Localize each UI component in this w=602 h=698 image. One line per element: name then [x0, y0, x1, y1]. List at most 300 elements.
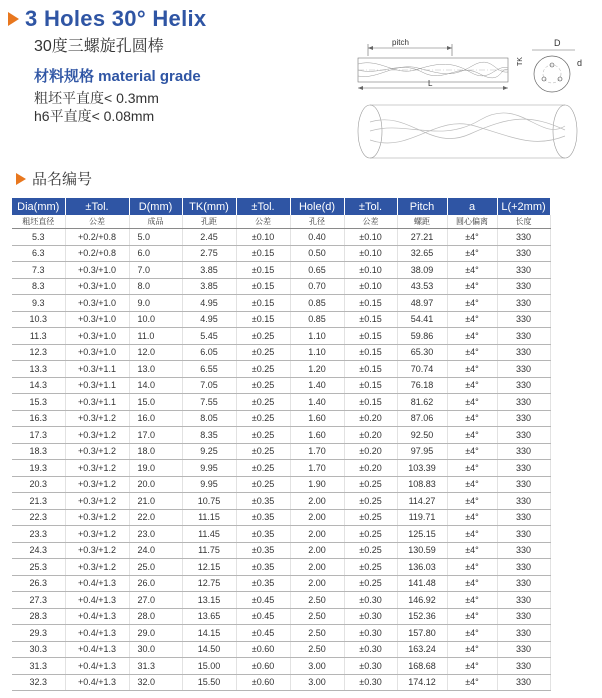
header-pitch: Pitch	[397, 198, 447, 215]
cell-pitch: 92.50	[397, 427, 447, 444]
cell-pitch: 119.71	[397, 509, 447, 526]
cell-pitch: 152.36	[397, 608, 447, 625]
cell-a: ±4°	[447, 608, 497, 625]
cell-a: ±4°	[447, 443, 497, 460]
cell-length: 330	[497, 427, 550, 444]
cell-pitch: 168.68	[397, 658, 447, 675]
cell-hole-tol: ±0.20	[344, 427, 397, 444]
cell-length: 330	[497, 509, 550, 526]
cell-length: 330	[497, 278, 550, 295]
cell-dia-tol: +0.4/+1.3	[65, 641, 129, 658]
cell-hole: 1.60	[290, 427, 344, 444]
cell-d: 18.0	[129, 443, 182, 460]
cell-pitch: 87.06	[397, 410, 447, 427]
cell-dia-tol: +0.3/+1.1	[65, 394, 129, 411]
cell-dia-tol: +0.3/+1.0	[65, 328, 129, 345]
cell-hole-tol: ±0.25	[344, 493, 397, 510]
cell-dia: 19.3	[12, 460, 65, 477]
table-row	[12, 460, 550, 477]
cell-tk: 10.75	[182, 493, 236, 510]
cell-tk: 14.50	[182, 641, 236, 658]
cell-d: 23.0	[129, 526, 182, 543]
cell-hole-tol: ±0.15	[344, 311, 397, 328]
cell-dia-tol: +0.3/+1.2	[65, 526, 129, 543]
cell-tk: 7.05	[182, 377, 236, 394]
cell-tk-tol: ±0.25	[236, 394, 290, 411]
cell-length: 330	[497, 262, 550, 279]
cell-pitch: 136.03	[397, 559, 447, 576]
cell-tk: 2.45	[182, 229, 236, 246]
cell-tk-tol: ±0.45	[236, 608, 290, 625]
cell-pitch: 157.80	[397, 625, 447, 642]
cell-dia-tol: +0.3/+1.2	[65, 460, 129, 477]
cell-length: 330	[497, 245, 550, 262]
cell-tk-tol: ±0.35	[236, 526, 290, 543]
cell-hole-tol: ±0.20	[344, 460, 397, 477]
cell-pitch: 54.41	[397, 311, 447, 328]
cell-a: ±4°	[447, 229, 497, 246]
cell-a: ±4°	[447, 460, 497, 477]
cell-a: ±4°	[447, 361, 497, 378]
cell-a: ±4°	[447, 278, 497, 295]
cell-hole: 1.90	[290, 476, 344, 493]
cell-hole: 0.70	[290, 278, 344, 295]
table-row	[12, 443, 550, 460]
cell-tk: 7.55	[182, 394, 236, 411]
cell-tk-tol: ±0.25	[236, 410, 290, 427]
cell-hole-tol: ±0.25	[344, 559, 397, 576]
table-row	[12, 262, 550, 279]
cell-tk-tol: ±0.35	[236, 575, 290, 592]
cell-hole-tol: ±0.10	[344, 278, 397, 295]
cell-pitch: 141.48	[397, 575, 447, 592]
cell-a: ±4°	[447, 476, 497, 493]
cell-length: 330	[497, 295, 550, 312]
cell-dia-tol: +0.2/+0.8	[65, 229, 129, 246]
table-row	[12, 311, 550, 328]
table-row	[12, 542, 550, 559]
cell-tk: 11.45	[182, 526, 236, 543]
cell-a: ±4°	[447, 559, 497, 576]
cell-tk: 12.75	[182, 575, 236, 592]
diameter-label: D	[554, 38, 561, 48]
cell-a: ±4°	[447, 575, 497, 592]
subheader-tk-tol: 公差	[236, 215, 290, 229]
cell-d: 12.0	[129, 344, 182, 361]
cell-tk-tol: ±0.35	[236, 542, 290, 559]
table-row	[12, 526, 550, 543]
header-d: D(mm)	[129, 198, 182, 215]
cell-pitch: 59.86	[397, 328, 447, 345]
cell-hole: 2.00	[290, 509, 344, 526]
cell-length: 330	[497, 328, 550, 345]
cell-length: 330	[497, 526, 550, 543]
header-hole-tol: ±Tol.	[344, 198, 397, 215]
cell-tk: 12.15	[182, 559, 236, 576]
cell-dia-tol: +0.4/+1.3	[65, 625, 129, 642]
cell-dia-tol: +0.3/+1.2	[65, 476, 129, 493]
cell-a: ±4°	[447, 295, 497, 312]
cell-a: ±4°	[447, 344, 497, 361]
cell-length: 330	[497, 674, 550, 691]
cell-hole-tol: ±0.10	[344, 262, 397, 279]
cell-d: 9.0	[129, 295, 182, 312]
cell-d: 27.0	[129, 592, 182, 609]
table-row	[12, 608, 550, 625]
cell-d: 31.3	[129, 658, 182, 675]
cell-d: 17.0	[129, 427, 182, 444]
cell-dia-tol: +0.3/+1.0	[65, 344, 129, 361]
cell-dia: 10.3	[12, 311, 65, 328]
cell-pitch: 174.12	[397, 674, 447, 691]
cell-d: 26.0	[129, 575, 182, 592]
table-row	[12, 229, 550, 246]
cell-tk-tol: ±0.25	[236, 460, 290, 477]
cell-dia: 18.3	[12, 443, 65, 460]
cell-length: 330	[497, 575, 550, 592]
section-heading	[16, 168, 92, 189]
cell-dia: 23.3	[12, 526, 65, 543]
cell-dia: 21.3	[12, 493, 65, 510]
cell-dia: 28.3	[12, 608, 65, 625]
cell-dia-tol: +0.4/+1.3	[65, 674, 129, 691]
header-hole: Hole(d)	[290, 198, 344, 215]
cell-hole-tol: ±0.15	[344, 344, 397, 361]
cell-pitch: 76.18	[397, 377, 447, 394]
cell-hole: 1.20	[290, 361, 344, 378]
cell-tk: 2.75	[182, 245, 236, 262]
table-row	[12, 427, 550, 444]
cell-tk: 9.95	[182, 460, 236, 477]
table-subheader-row	[12, 215, 550, 229]
cell-pitch: 81.62	[397, 394, 447, 411]
cell-tk: 15.00	[182, 658, 236, 675]
cell-a: ±4°	[447, 592, 497, 609]
cell-a: ±4°	[447, 509, 497, 526]
cell-hole: 0.85	[290, 295, 344, 312]
cell-tk: 6.55	[182, 361, 236, 378]
cell-hole-tol: ±0.25	[344, 476, 397, 493]
cell-d: 10.0	[129, 311, 182, 328]
table-row	[12, 377, 550, 394]
cell-hole-tol: ±0.25	[344, 509, 397, 526]
cell-dia: 17.3	[12, 427, 65, 444]
cell-tk-tol: ±0.15	[236, 311, 290, 328]
cell-d: 7.0	[129, 262, 182, 279]
subheader-tk: 孔距	[182, 215, 236, 229]
cell-a: ±4°	[447, 526, 497, 543]
page-title: 3 Holes 30° Helix	[25, 6, 207, 31]
cell-hole-tol: ±0.25	[344, 542, 397, 559]
cell-tk: 3.85	[182, 262, 236, 279]
cell-dia: 14.3	[12, 377, 65, 394]
cell-length: 330	[497, 344, 550, 361]
cell-d: 25.0	[129, 559, 182, 576]
cell-length: 330	[497, 625, 550, 642]
cell-tk-tol: ±0.25	[236, 328, 290, 345]
cell-dia-tol: +0.3/+1.2	[65, 509, 129, 526]
cell-tk-tol: ±0.25	[236, 377, 290, 394]
cell-d: 28.0	[129, 608, 182, 625]
length-label: L	[428, 79, 433, 88]
cell-pitch: 48.97	[397, 295, 447, 312]
cell-hole-tol: ±0.20	[344, 410, 397, 427]
table-row	[12, 592, 550, 609]
cell-dia: 26.3	[12, 575, 65, 592]
cell-tk-tol: ±0.25	[236, 361, 290, 378]
header-tk: TK(mm)	[182, 198, 236, 215]
cell-dia: 16.3	[12, 410, 65, 427]
cell-dia: 15.3	[12, 394, 65, 411]
cell-hole-tol: ±0.10	[344, 245, 397, 262]
spec-line-rough: 粗坯平直度< 0.3mm	[34, 90, 159, 106]
section-label: 品名编号	[32, 171, 93, 188]
cell-pitch: 125.15	[397, 526, 447, 543]
cell-hole-tol: ±0.15	[344, 328, 397, 345]
cell-dia-tol: +0.3/+1.0	[65, 295, 129, 312]
subheader-dia-tol: 公差	[65, 215, 129, 229]
cell-hole: 2.50	[290, 641, 344, 658]
cell-hole: 1.70	[290, 460, 344, 477]
cell-dia: 27.3	[12, 592, 65, 609]
cell-a: ±4°	[447, 311, 497, 328]
subheader-hole: 孔径	[290, 215, 344, 229]
cell-pitch: 130.59	[397, 542, 447, 559]
cell-tk: 13.15	[182, 592, 236, 609]
cell-hole: 3.00	[290, 658, 344, 675]
cell-a: ±4°	[447, 262, 497, 279]
cell-length: 330	[497, 460, 550, 477]
cell-d: 29.0	[129, 625, 182, 642]
cell-a: ±4°	[447, 542, 497, 559]
cell-hole: 0.50	[290, 245, 344, 262]
cell-length: 330	[497, 410, 550, 427]
cell-hole: 2.00	[290, 575, 344, 592]
table-row	[12, 641, 550, 658]
cell-hole: 0.85	[290, 311, 344, 328]
cell-tk-tol: ±0.25	[236, 344, 290, 361]
cell-d: 5.0	[129, 229, 182, 246]
table-row	[12, 394, 550, 411]
cell-hole: 3.00	[290, 674, 344, 691]
cell-hole-tol: ±0.30	[344, 625, 397, 642]
cell-pitch: 43.53	[397, 278, 447, 295]
cell-length: 330	[497, 559, 550, 576]
table-row	[12, 658, 550, 675]
cell-a: ±4°	[447, 427, 497, 444]
cell-hole: 1.60	[290, 410, 344, 427]
subheader-d: 成品	[129, 215, 182, 229]
cell-pitch: 163.24	[397, 641, 447, 658]
cell-tk-tol: ±0.35	[236, 559, 290, 576]
tk-label: TK	[517, 57, 524, 66]
cell-tk: 13.65	[182, 608, 236, 625]
cell-hole-tol: ±0.30	[344, 592, 397, 609]
page-subtitle: 30度三螺旋孔圆棒	[34, 38, 164, 55]
cell-a: ±4°	[447, 641, 497, 658]
cell-hole: 1.10	[290, 328, 344, 345]
cell-hole: 0.40	[290, 229, 344, 246]
cell-length: 330	[497, 311, 550, 328]
helix-rod-drawing	[340, 30, 590, 165]
cell-d: 30.0	[129, 641, 182, 658]
cell-hole-tol: ±0.15	[344, 394, 397, 411]
cell-d: 21.0	[129, 493, 182, 510]
cell-dia: 7.3	[12, 262, 65, 279]
header-dia: Dia(mm)	[12, 198, 65, 215]
cell-tk-tol: ±0.10	[236, 229, 290, 246]
cell-dia: 8.3	[12, 278, 65, 295]
cell-hole: 2.00	[290, 559, 344, 576]
cell-length: 330	[497, 229, 550, 246]
cell-pitch: 32.65	[397, 245, 447, 262]
header-a: a	[447, 198, 497, 215]
cell-tk-tol: ±0.25	[236, 476, 290, 493]
cell-tk-tol: ±0.35	[236, 509, 290, 526]
cell-dia-tol: +0.3/+1.1	[65, 361, 129, 378]
cell-tk-tol: ±0.45	[236, 625, 290, 642]
header-dia-tol: ±Tol.	[65, 198, 129, 215]
header-length: L(+2mm)	[497, 198, 550, 215]
cell-length: 330	[497, 443, 550, 460]
cell-a: ±4°	[447, 625, 497, 642]
cell-tk: 11.75	[182, 542, 236, 559]
cell-dia: 25.3	[12, 559, 65, 576]
cell-dia: 31.3	[12, 658, 65, 675]
cell-a: ±4°	[447, 674, 497, 691]
cell-tk: 9.95	[182, 476, 236, 493]
table-header-row	[12, 198, 550, 215]
cell-a: ±4°	[447, 245, 497, 262]
cell-hole-tol: ±0.20	[344, 443, 397, 460]
cell-dia-tol: +0.3/+1.2	[65, 427, 129, 444]
subheader-pitch: 螺距	[397, 215, 447, 229]
triangle-marker-icon	[8, 12, 19, 26]
cell-tk-tol: ±0.35	[236, 493, 290, 510]
cell-pitch: 103.39	[397, 460, 447, 477]
cell-d: 15.0	[129, 394, 182, 411]
table-row	[12, 344, 550, 361]
cell-hole-tol: ±0.25	[344, 526, 397, 543]
cell-tk: 8.35	[182, 427, 236, 444]
cell-tk-tol: ±0.15	[236, 262, 290, 279]
cell-hole-tol: ±0.30	[344, 658, 397, 675]
cell-a: ±4°	[447, 328, 497, 345]
cell-dia: 5.3	[12, 229, 65, 246]
cell-dia-tol: +0.4/+1.3	[65, 658, 129, 675]
cell-tk-tol: ±0.15	[236, 245, 290, 262]
cell-tk-tol: ±0.25	[236, 427, 290, 444]
cell-length: 330	[497, 592, 550, 609]
cell-dia-tol: +0.2/+0.8	[65, 245, 129, 262]
cell-dia-tol: +0.3/+1.2	[65, 493, 129, 510]
cell-d: 24.0	[129, 542, 182, 559]
cell-d: 32.0	[129, 674, 182, 691]
cell-pitch: 65.30	[397, 344, 447, 361]
cell-hole: 2.50	[290, 592, 344, 609]
cell-d: 11.0	[129, 328, 182, 345]
cell-dia-tol: +0.3/+1.2	[65, 443, 129, 460]
cell-length: 330	[497, 608, 550, 625]
cell-hole: 2.00	[290, 493, 344, 510]
cell-dia-tol: +0.3/+1.0	[65, 311, 129, 328]
cell-dia: 32.3	[12, 674, 65, 691]
pitch-label: pitch	[392, 38, 409, 47]
cell-tk: 3.85	[182, 278, 236, 295]
cell-dia-tol: +0.4/+1.3	[65, 592, 129, 609]
cell-tk: 9.25	[182, 443, 236, 460]
cell-tk: 14.15	[182, 625, 236, 642]
cell-hole-tol: ±0.30	[344, 608, 397, 625]
spec-table	[12, 198, 551, 691]
subheader-a: 圆心偏离	[447, 215, 497, 229]
table-row	[12, 493, 550, 510]
hole-label: d	[577, 58, 583, 68]
cell-a: ±4°	[447, 493, 497, 510]
cell-tk-tol: ±0.25	[236, 443, 290, 460]
subheader-hole-tol: 公差	[344, 215, 397, 229]
cell-a: ±4°	[447, 394, 497, 411]
cell-pitch: 27.21	[397, 229, 447, 246]
cell-d: 14.0	[129, 377, 182, 394]
cell-dia: 11.3	[12, 328, 65, 345]
spec-line-h6: h6平直度< 0.08mm	[34, 108, 155, 124]
cell-a: ±4°	[447, 658, 497, 675]
cell-tk-tol: ±0.15	[236, 295, 290, 312]
cell-dia: 12.3	[12, 344, 65, 361]
table-row	[12, 559, 550, 576]
cell-tk: 11.15	[182, 509, 236, 526]
cell-d: 16.0	[129, 410, 182, 427]
cell-dia-tol: +0.3/+1.0	[65, 262, 129, 279]
table-row	[12, 509, 550, 526]
material-grade-heading: 材料规格 material grade	[34, 68, 201, 85]
cell-tk-tol: ±0.60	[236, 658, 290, 675]
cell-hole: 1.70	[290, 443, 344, 460]
table-row	[12, 328, 550, 345]
cell-dia: 20.3	[12, 476, 65, 493]
cell-tk: 8.05	[182, 410, 236, 427]
cell-tk-tol: ±0.60	[236, 674, 290, 691]
cell-dia: 24.3	[12, 542, 65, 559]
cell-tk: 5.45	[182, 328, 236, 345]
cell-length: 330	[497, 658, 550, 675]
cell-dia: 29.3	[12, 625, 65, 642]
cell-d: 22.0	[129, 509, 182, 526]
cell-length: 330	[497, 377, 550, 394]
cell-dia: 30.3	[12, 641, 65, 658]
table-row	[12, 674, 550, 691]
table-row	[12, 245, 550, 262]
cell-a: ±4°	[447, 410, 497, 427]
cell-d: 20.0	[129, 476, 182, 493]
cell-pitch: 114.27	[397, 493, 447, 510]
cell-length: 330	[497, 493, 550, 510]
table-row	[12, 476, 550, 493]
cell-hole: 0.65	[290, 262, 344, 279]
cell-dia: 22.3	[12, 509, 65, 526]
cell-dia-tol: +0.3/+1.1	[65, 377, 129, 394]
subheader-length: 长度	[497, 215, 550, 229]
cell-tk: 4.95	[182, 295, 236, 312]
table-row	[12, 295, 550, 312]
cell-dia: 6.3	[12, 245, 65, 262]
cell-length: 330	[497, 641, 550, 658]
cell-hole-tol: ±0.10	[344, 229, 397, 246]
table-row	[12, 278, 550, 295]
header-tk-tol: ±Tol.	[236, 198, 290, 215]
cell-tk: 4.95	[182, 311, 236, 328]
